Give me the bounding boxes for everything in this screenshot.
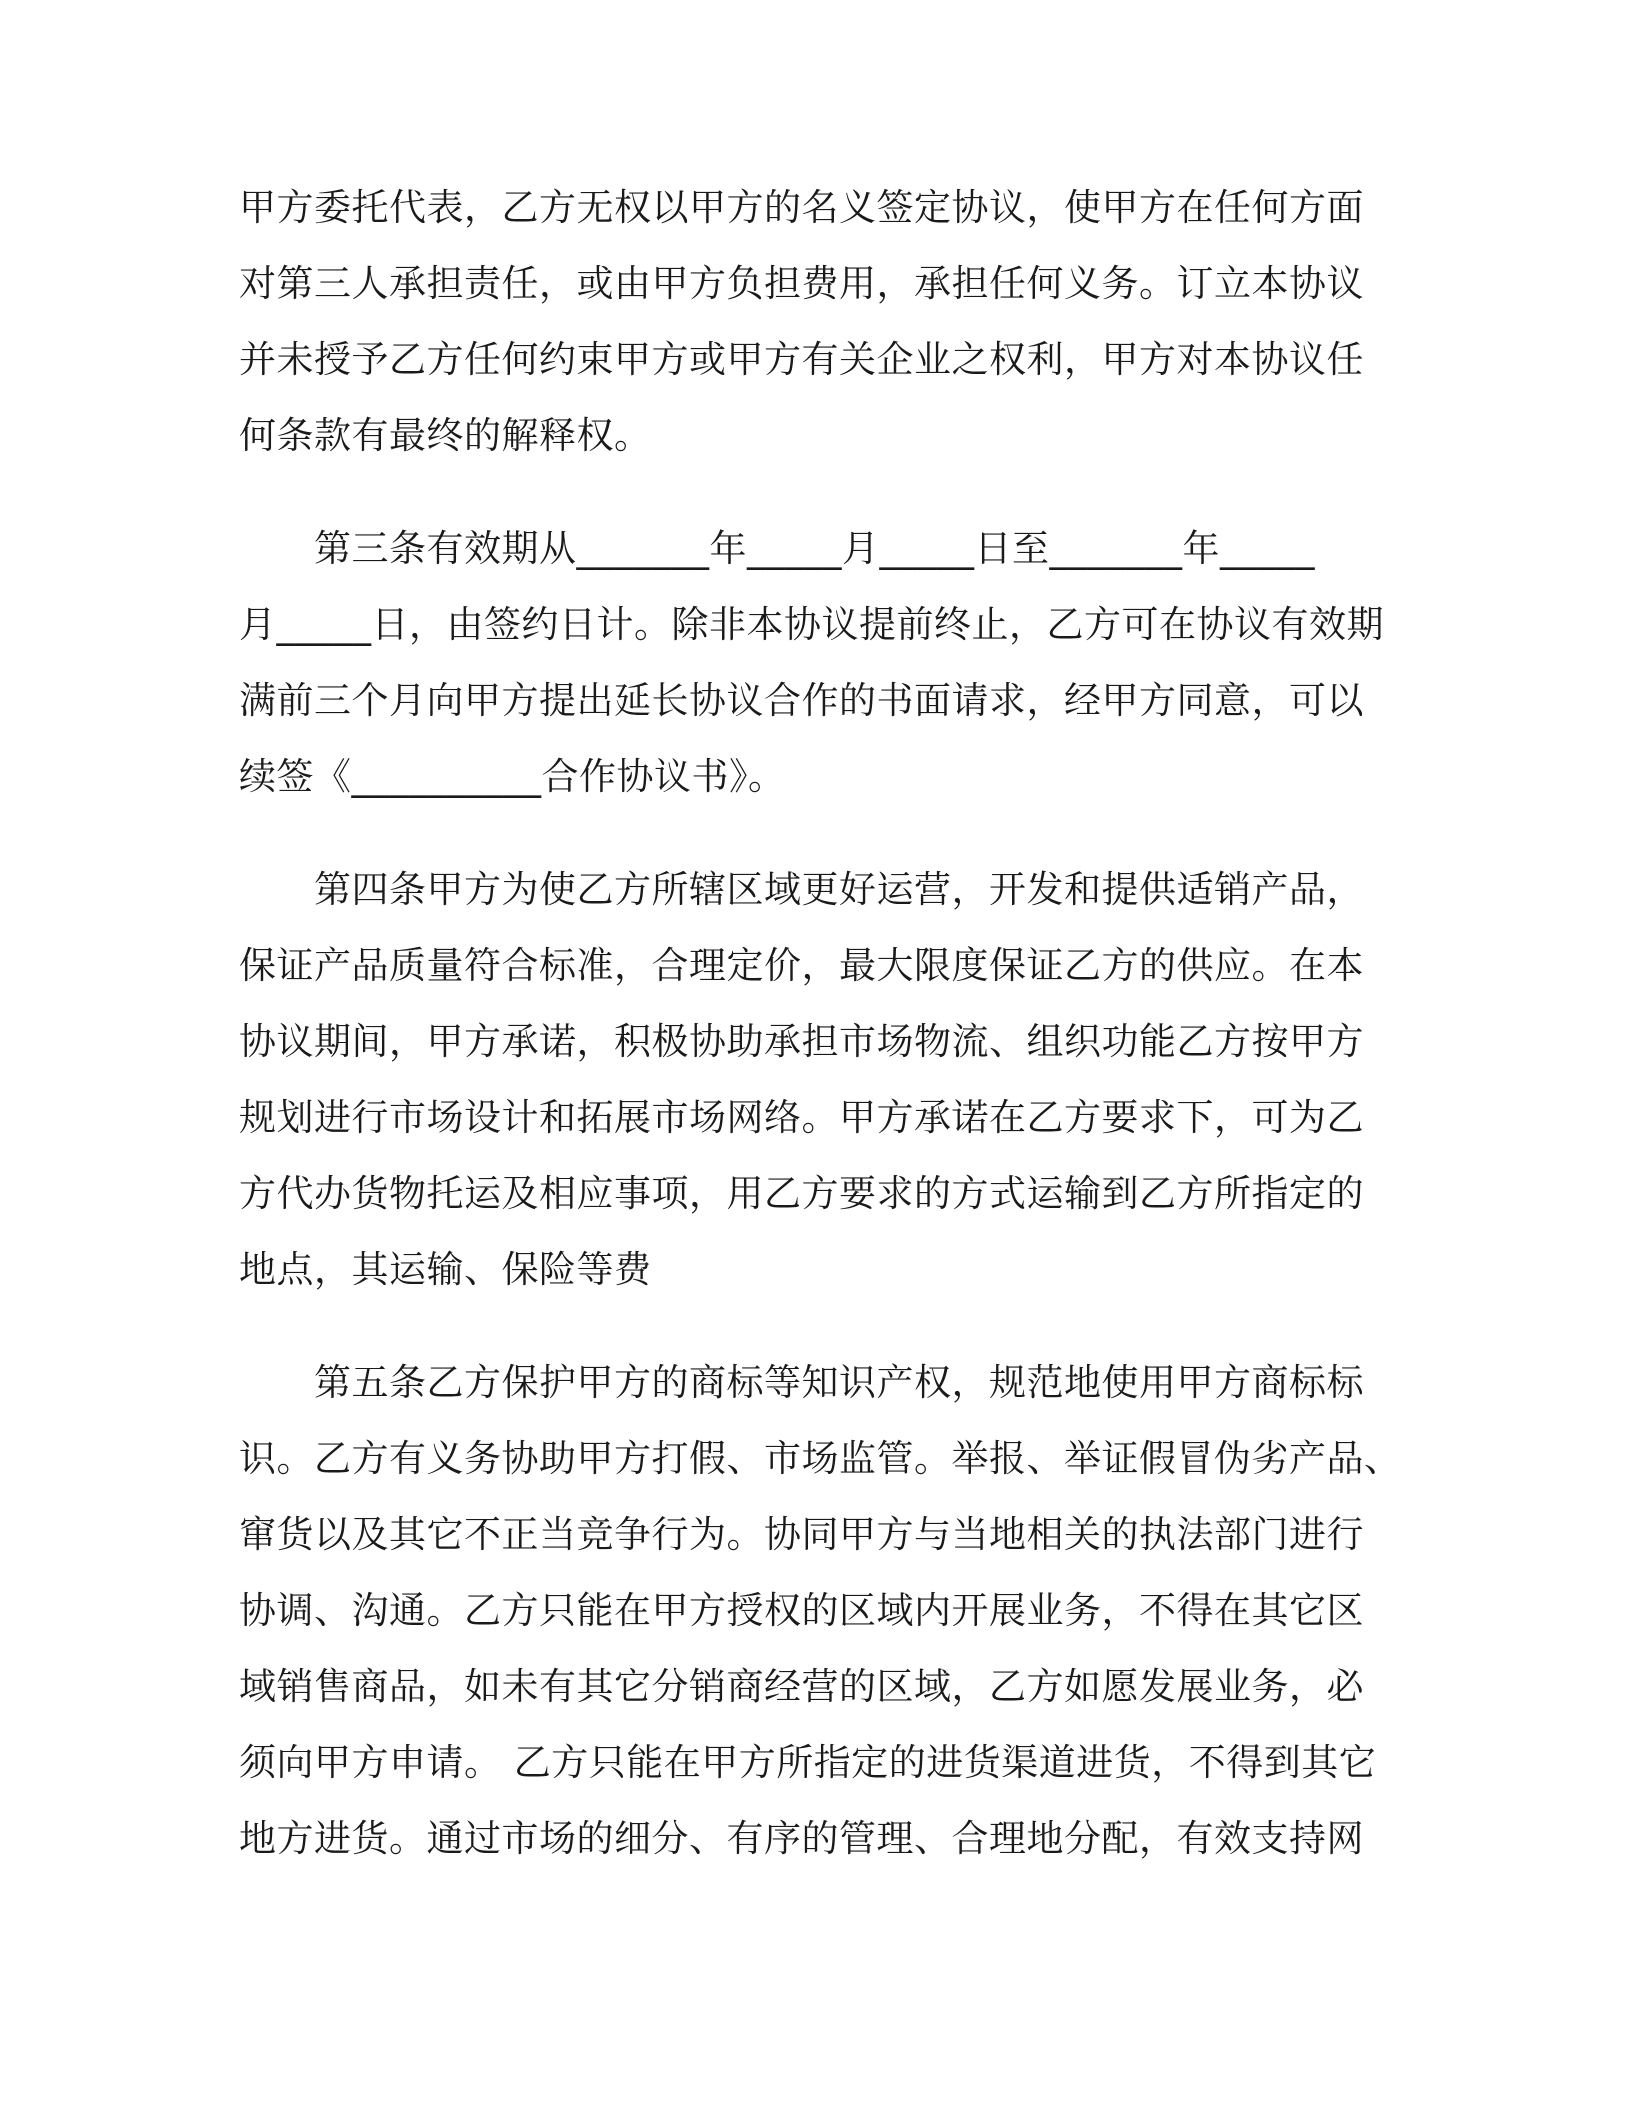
text-line: 协议期间，甲方承诺，积极协助承担市场物流、组织功能乙方按甲方: [239, 1020, 1364, 1063]
text-line: 第三条有效期从_______年_____月_____日至_______年_____: [314, 527, 1315, 570]
text-line: 方代办货物托运及相应事项，用乙方要求的方式运输到乙方所指定的: [239, 1172, 1364, 1215]
paragraph-continuation: [239, 186, 1389, 457]
text-line: 甲方委托代表，乙方无权以甲方的名义签定协议，使甲方在任何方面: [239, 186, 1364, 229]
text-line: 月_____日，由签约日计。除非本协议提前终止，乙方可在协议有效期: [239, 603, 1384, 646]
text-line: 窜货以及其它不正当竞争行为。协同甲方与当地相关的执法部门进行: [239, 1513, 1364, 1556]
document-body: [239, 186, 1402, 1896]
text-line: 规划进行市场设计和拓展市场网络。甲方承诺在乙方要求下，可为乙: [239, 1096, 1364, 1139]
text-line: 须向甲方申请。 乙方只能在甲方所指定的进货渠道进货，不得到其它: [239, 1741, 1377, 1784]
paragraph-gap: [239, 834, 1389, 871]
paragraph-article-3: [239, 527, 1389, 798]
text-line: 何条款有最终的解释权。: [239, 414, 652, 457]
text-line: 续签《__________合作协议书》。: [239, 755, 786, 798]
paragraph-gap: [239, 1327, 1389, 1364]
paragraph-article-4: [239, 868, 1389, 1291]
text-line: 保证产品质量符合标准，合理定价，最大限度保证乙方的供应。在本: [239, 944, 1364, 987]
text-line: 域销售商品，如未有其它分销商经营的区域，乙方如愿发展业务，必: [239, 1665, 1364, 1708]
text-line: 识。乙方有义务协助甲方打假、市场监管。举报、举证假冒伪劣产品、: [239, 1437, 1402, 1480]
text-line: 并未授予乙方任何约束甲方或甲方有关企业之权利，甲方对本协议任: [239, 338, 1364, 381]
text-line: 第五条乙方保护甲方的商标等知识产权，规范地使用甲方商标标: [314, 1361, 1364, 1404]
text-line: 地方进货。通过市场的细分、有序的管理、合理地分配，有效支持网: [239, 1817, 1364, 1860]
text-line: 第四条甲方为使乙方所辖区域更好运营，开发和提供适销产品，: [314, 868, 1364, 911]
text-line: 地点，其运输、保险等费: [239, 1248, 652, 1291]
text-line: 满前三个月向甲方提出延长协议合作的书面请求，经甲方同意，可以: [239, 679, 1364, 722]
paragraph-gap: [239, 493, 1389, 530]
text-line: 对第三人承担责任，或由甲方负担费用，承担任何义务。订立本协议: [239, 262, 1364, 305]
paragraph-article-5: [239, 1361, 1402, 1860]
text-line: 协调、沟通。乙方只能在甲方授权的区域内开展业务，不得在其它区: [239, 1589, 1364, 1632]
